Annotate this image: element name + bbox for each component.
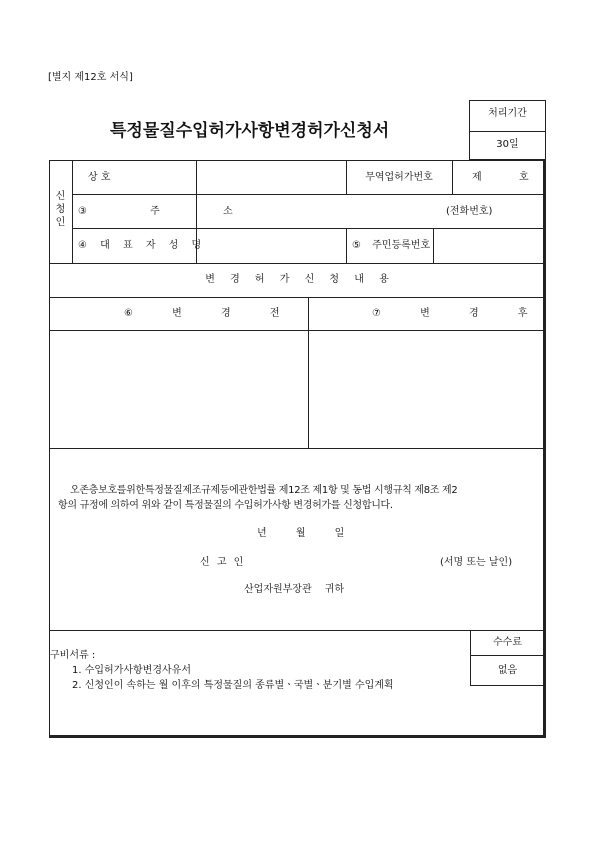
- required-documents-label: 구비서류 :: [50, 650, 96, 661]
- license-number-je: 제: [472, 172, 482, 183]
- applicant-side-label: 신 청 인: [55, 191, 66, 228]
- before-change-label: ⑥ 변 경 전: [124, 308, 280, 319]
- resident-registration-label: ⑤ 주민등록번호: [352, 240, 431, 251]
- after-change-area[interactable]: [309, 331, 544, 447]
- after-change-label: ⑦ 변 경 후: [372, 308, 528, 319]
- address-label: ③ 주 소: [78, 206, 233, 217]
- required-document-2: 2. 신청인이 속하는 월 이후의 특정물질의 종류별ㆍ국별ㆍ분기별 수입계획: [72, 680, 394, 691]
- addressee: 산업자원부장관 귀하: [244, 584, 345, 595]
- form-number-note: [별지 제12호 서식]: [48, 72, 133, 83]
- license-number-ho: 호: [519, 172, 529, 183]
- required-document-1: 1. 수입허가사항변경사유서: [72, 665, 191, 676]
- before-change-area[interactable]: [50, 331, 307, 447]
- processing-period-label: 처리기간: [488, 108, 527, 119]
- fee-label: 수수료: [493, 637, 522, 648]
- representative-name-label: ④ 대 표 자 성 명: [78, 240, 202, 251]
- business-name-label: 상 호: [88, 172, 111, 183]
- fee-value: 없음: [497, 665, 518, 676]
- trade-license-number-label: 무역업허가번호: [365, 172, 433, 183]
- signature-label: (서명 또는 날인): [440, 557, 513, 568]
- statement-line-1: 오존층보호를위한특정물질제조규제등에관한법률 제12조 제1항 및 동법 시행규칙 제8조 제2: [70, 485, 458, 496]
- processing-period-value: 30일: [496, 139, 519, 150]
- change-section-title: 변 경 허 가 신 청 내 용: [205, 274, 389, 285]
- form-title: 특정물질수입허가사항변경허가신청서: [110, 121, 390, 141]
- statement-line-2: 항의 규정에 의하여 위와 같이 특정물질의 수입허가사항 변경허가를 신청합니다.: [58, 500, 393, 511]
- phone-number-label: (전화번호): [446, 206, 493, 217]
- date-line: 년 월 일: [257, 528, 345, 539]
- reporter-label: 신 고 인: [200, 557, 244, 568]
